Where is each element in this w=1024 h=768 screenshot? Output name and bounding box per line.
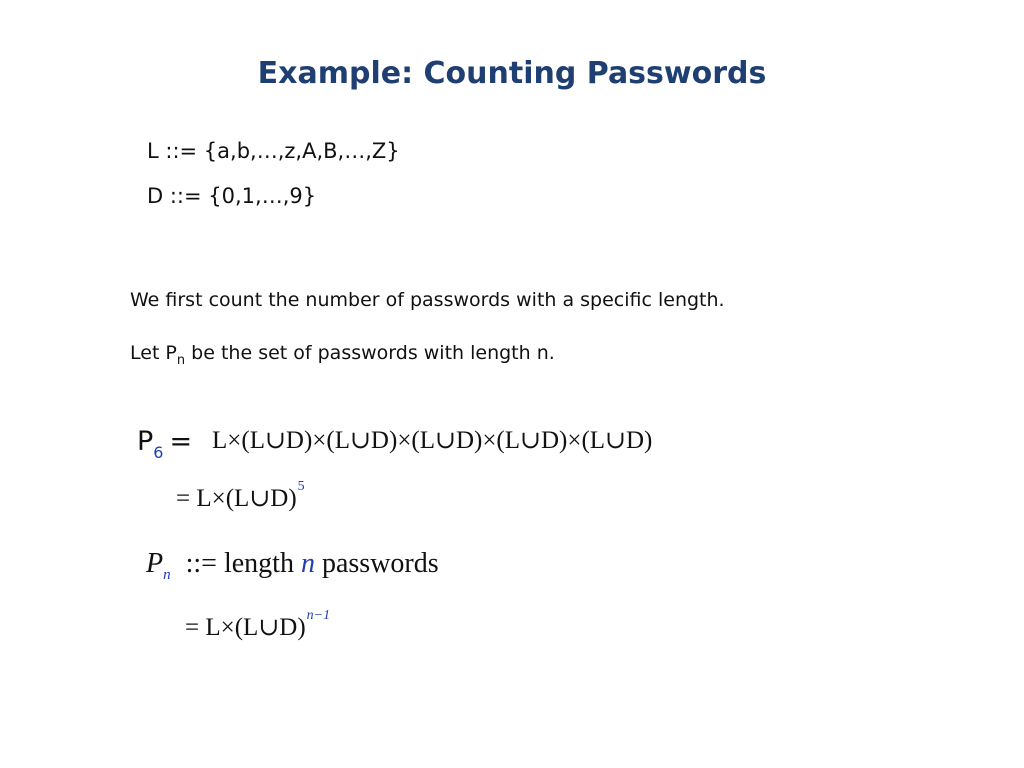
pn-definition [146, 548, 439, 583]
p6-simplified-lhs: = L×(L∪D) [176, 485, 297, 512]
p6-base: P [137, 426, 154, 457]
pn-word-passwords: passwords [321, 548, 439, 579]
pn-base: P [146, 548, 164, 579]
pn-simplified-lhs: = L×(L∪D) [185, 614, 306, 641]
pn-word-length: length [223, 548, 294, 579]
pn-define-operator: ::= [185, 548, 217, 579]
paragraph-define-pn [130, 342, 555, 368]
definition-D: D ::= {0,1,…,9} [147, 184, 317, 208]
p6-equals: = [169, 426, 193, 457]
pn-simplified-expression [185, 608, 331, 642]
p6-simplified-expression [176, 479, 305, 513]
definition-L: L ::= {a,b,…,z,A,B,…,Z} [147, 139, 400, 163]
paragraph-suffix: be the set of passwords with length n. [185, 342, 555, 364]
pn-subscript: n [163, 567, 171, 583]
slide-title: Example: Counting Passwords [257, 56, 767, 91]
paragraph-subscript: n [176, 352, 186, 368]
paragraph-count-by-length: We first count the number of passwords with a specific length. [130, 289, 725, 311]
pn-exponent: n−1 [306, 608, 331, 623]
p6-product-expression: L×(L∪D)×(L∪D)×(L∪D)×(L∪D)×(L∪D) [212, 427, 653, 454]
pn-variable-n: n [300, 548, 315, 579]
paragraph-prefix: Let P [130, 342, 177, 364]
p6-exponent: 5 [297, 479, 305, 494]
p6-subscript: 6 [153, 443, 164, 462]
p6-label [137, 426, 193, 462]
